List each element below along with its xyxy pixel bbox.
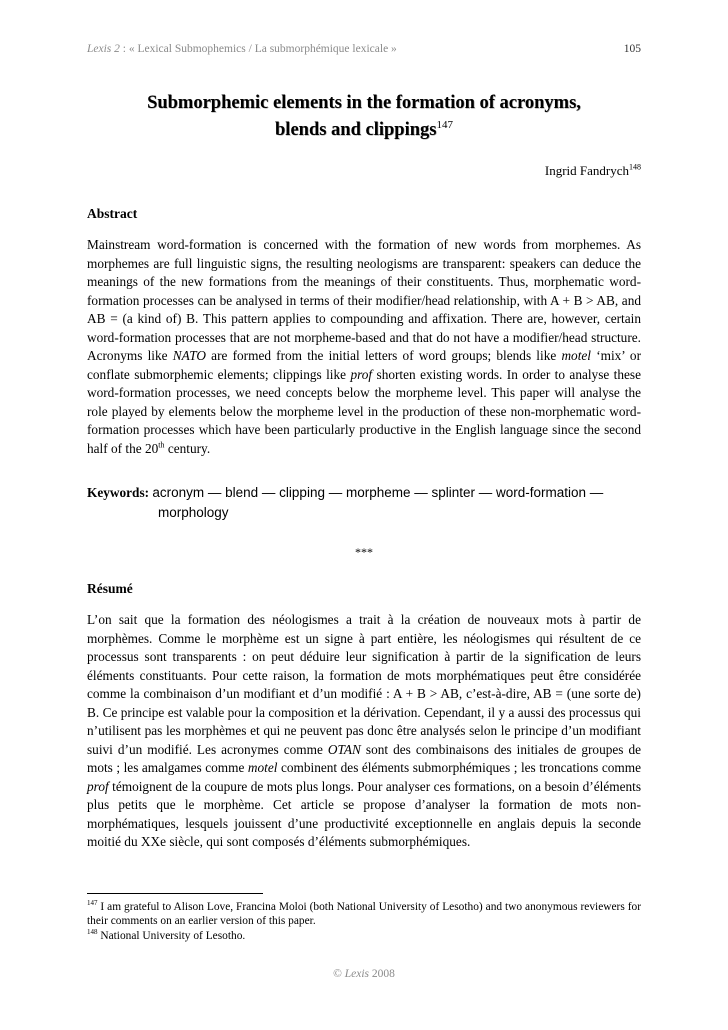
- page-footer: © Lexis 2008: [333, 968, 395, 980]
- title-footnote-ref[interactable]: 147: [436, 118, 453, 131]
- author-name: Ingrid Fandrych: [544, 163, 629, 178]
- issue-title: : « Lexical Submophemics / La submorphémique lexicale »: [119, 43, 397, 55]
- article-title: [87, 90, 641, 144]
- footnote-147: $^{147}$ I am grateful to Alison Love, Francina Moloi (both National University of Lesotho) and two anonymous reviewers for their comments on an earlier version of this paper.: [87, 899, 641, 927]
- title-line-1: Submorphemic elements in the formation of acronyms,: [147, 93, 581, 113]
- abstract-heading: Abstract: [87, 206, 138, 221]
- keywords-list-cont: morphology: [158, 505, 229, 520]
- author: [545, 163, 641, 179]
- page-number: 105: [623, 43, 641, 55]
- footnote-divider: [87, 893, 263, 894]
- keywords-list: acronym ― blend ― clipping ― morpheme ― splinter ― word-formation ―: [152, 485, 604, 500]
- running-header: [87, 43, 641, 55]
- author-footnote-ref[interactable]: 148: [629, 162, 641, 172]
- keywords-label: Keywords:: [87, 485, 150, 500]
- abstract-text: Mainstream word-formation is concerned with the formation of new words from morphemes. As morphemes are full linguistic signs, the resulting neologisms are transparent: speakers can deduce the meanings of the new formations from the meanings of their constituents. Thus, morphematic word-formation processes can be analysed in terms of their modifier/head relationship, with A + B > AB, and AB = (a kind of) B. This pattern applies to compounding and affixation. There are, however, certain word-formation processes that are not morpheme-based and that do not have a modifier/head structure. Acronyms like NATO are formed from the initial letters of word groups; blends like motel ‘mix’ or conflate submorphemic elements; clippings like prof shorten existing words. In order to analyse these word-formation processes, we need concepts below the morpheme level. This paper will analyse the role played by elements below the morpheme level in the production of these non-morphematic word-formation processes which have been particularly productive in the English language since the second half of the 20th century.: [87, 237, 642, 456]
- journal-name: Lexis 2: [87, 43, 120, 55]
- resume-text: L’on sait que la formation des néologismes a trait à la création de nouveaux mots à partir de morphèmes. Comme le morphème est un signe à part entière, les néologismes qui résultent de ce processus sont transparents : on peut déduire leur signification à partir de la signification de leurs éléments constituants. Pour cette raison, la formation de mots morphématiques peut être considérée comme la combinaison d’un modifiant et d’un modifié : A + B > AB, c’est-à-dire, AB = (une sorte de) B. Ce principe est valable pour la composition et la dérivation. Cependant, il y a aussi des processus qui n’utilisent pas les morphèmes et qui ne peuvent pas donc être analysés selon le principe d’un modifiant suivi d’un modifié. Les acronymes comme OTAN sont des combinaisons des initiales de groupes de mots ; les amalgames comme motel combinent des éléments submorphémiques ; les troncations comme prof témoignent de la coupure de mots plus longs. Pour analyser ces formations, on a besoin d’éléments plus petits que le morphème. Cet article se propose d’analyser la formation de mots non-morphématiques, lesquels jouissent d’une productivité exceptionnelle en anglais depuis la seconde moitié du XXe siècle, qui sont composés d’éléments submorphémiques.: [87, 612, 641, 849]
- title-line-2: blends and clippings: [275, 120, 437, 140]
- footnote-148: $^{148}$ National University of Lesotho.: [87, 928, 246, 942]
- section-separator: ***: [355, 545, 373, 559]
- keywords: [87, 483, 641, 523]
- resume-heading: Résumé: [87, 581, 133, 596]
